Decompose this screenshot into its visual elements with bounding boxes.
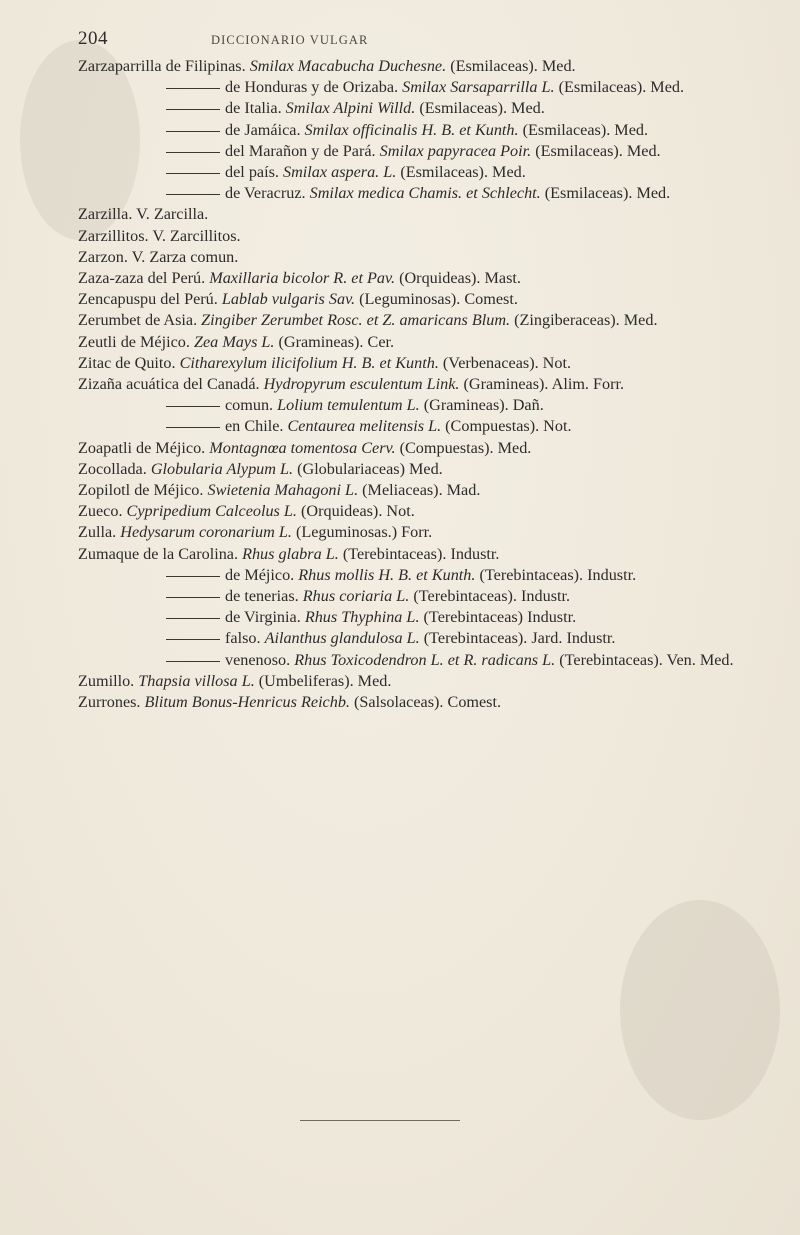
species-name: Smilax aspera. L. bbox=[283, 163, 397, 182]
entry-text: (Orquideas). Not. bbox=[296, 502, 415, 521]
entry-text: (Esmilaceas). Med. bbox=[396, 163, 526, 182]
dictionary-entry bbox=[78, 374, 738, 395]
entry-lead-rule bbox=[166, 131, 220, 132]
species-name: Smilax medica Chamis. et Schlecht. bbox=[309, 184, 541, 203]
footer-rule bbox=[300, 1120, 460, 1121]
entry-text: en Chile. bbox=[225, 417, 288, 436]
entry-text: comun. bbox=[225, 396, 278, 415]
dictionary-entry bbox=[78, 628, 738, 649]
species-name: Zingiber Zerumbet Rosc. et Z. amaricans Blum. bbox=[201, 311, 511, 330]
dictionary-entry bbox=[78, 98, 738, 119]
entry-text: Zizaña acuática del Canadá. bbox=[78, 375, 264, 394]
entry-text: Zopilotl de Méjico. bbox=[78, 481, 208, 500]
dictionary-entry bbox=[78, 204, 738, 225]
entry-text: Zencapuspu del Perú. bbox=[78, 290, 222, 309]
dictionary-entry bbox=[78, 268, 738, 289]
dictionary-entry bbox=[78, 332, 738, 353]
entry-text: del Marañon y de Pará. bbox=[225, 141, 380, 160]
species-name: Maxillaria bicolor R. et Pav. bbox=[209, 269, 396, 288]
dictionary-entry bbox=[78, 310, 738, 331]
entry-lead-rule bbox=[166, 597, 220, 598]
entry-text: (Leguminosas.) Forr. bbox=[291, 523, 433, 542]
entry-text: (Leguminosas). Comest. bbox=[355, 290, 518, 309]
entry-text: (Salsolaceas). Comest. bbox=[349, 693, 502, 712]
species-name: Lablab vulgaris Sav. bbox=[221, 290, 356, 309]
entry-text: Zumillo. bbox=[78, 671, 139, 690]
species-name: Rhus glabra L. bbox=[242, 544, 339, 563]
entry-text: falso. bbox=[225, 629, 265, 648]
dictionary-entry bbox=[78, 226, 738, 247]
dictionary-entry bbox=[78, 480, 738, 501]
entry-text: (Esmilaceas). Med. bbox=[531, 141, 661, 160]
dictionary-entry bbox=[78, 671, 738, 692]
dictionary-entry bbox=[78, 183, 738, 204]
species-name: Zea Mays L. bbox=[193, 332, 275, 351]
entry-lead-rule bbox=[166, 576, 220, 577]
species-name: Centaurea melitensis L. bbox=[287, 417, 442, 436]
species-name: Globularia Alypum L. bbox=[150, 459, 294, 478]
species-name: Smilax Macabucha Duchesne. bbox=[249, 57, 447, 75]
dictionary-entry bbox=[78, 56, 738, 77]
entry-text: de Jamáica. bbox=[225, 120, 305, 139]
entry-text: Zaza-zaza del Perú. bbox=[78, 269, 210, 288]
entry-text: de Italia. bbox=[225, 99, 286, 118]
entry-text: de Virginia. bbox=[225, 608, 305, 627]
entry-text: Zurrones. bbox=[78, 693, 145, 712]
entry-lead-rule bbox=[166, 109, 220, 110]
entry-lead-rule bbox=[166, 661, 220, 662]
dictionary-entry bbox=[78, 162, 738, 183]
entry-text: (Orquideas). Mast. bbox=[395, 269, 521, 288]
species-name: Swietenia Mahagoni L. bbox=[207, 481, 359, 500]
dictionary-entry bbox=[78, 459, 738, 480]
entry-text: (Esmilaceas). Med. bbox=[518, 120, 649, 139]
species-name: Cypripedium Calceolus L. bbox=[126, 502, 297, 521]
entry-lead-rule bbox=[166, 427, 220, 428]
entry-text: de Méjico. bbox=[225, 565, 299, 584]
entry-text: venenoso. bbox=[225, 650, 295, 669]
dictionary-entry bbox=[78, 353, 738, 374]
entry-text: (Terebintaceas). Industr. bbox=[338, 544, 500, 563]
entry-text: Zarzon. V. Zarza comun. bbox=[78, 247, 239, 266]
entry-text: Zitac de Quito. bbox=[78, 353, 180, 372]
dictionary-entry bbox=[78, 416, 738, 437]
species-name: Smilax Sarsaparrilla L. bbox=[402, 78, 555, 97]
page-header bbox=[78, 28, 738, 52]
entry-lead-rule bbox=[166, 88, 220, 89]
paper-stain bbox=[620, 900, 780, 1120]
species-name: Hydropyrum esculentum Link. bbox=[263, 375, 460, 394]
entry-lead-rule bbox=[166, 618, 220, 619]
entry-lead-rule bbox=[166, 194, 220, 195]
species-name: Rhus mollis H. B. et Kunth. bbox=[298, 565, 476, 584]
page-content bbox=[78, 28, 738, 713]
dictionary-entry bbox=[78, 77, 738, 98]
dictionary-entry bbox=[78, 692, 738, 713]
species-name: Rhus coriaria L. bbox=[302, 587, 410, 606]
entry-list bbox=[78, 56, 738, 713]
species-name: Hedysarum coronarium L. bbox=[120, 523, 292, 542]
entry-lead-rule bbox=[166, 152, 220, 153]
entry-text: (Compuestas). Med. bbox=[395, 438, 532, 457]
species-name: Rhus Thyphina L. bbox=[304, 608, 420, 627]
species-name: Ailanthus glandulosa L. bbox=[264, 629, 420, 648]
dictionary-entry bbox=[78, 289, 738, 310]
species-name: Smilax officinalis H. B. et Kunth. bbox=[304, 120, 519, 139]
dictionary-entry bbox=[78, 501, 738, 522]
species-name: Rhus Toxicodendron L. et R. radicans L. bbox=[294, 650, 556, 669]
species-name: Smilax papyracea Poir. bbox=[379, 141, 532, 160]
entry-text: de Veracruz. bbox=[225, 184, 310, 203]
dictionary-entry bbox=[78, 544, 738, 565]
dictionary-entry bbox=[78, 141, 738, 162]
entry-text: (Terebintaceas). Ven. Med. bbox=[555, 650, 734, 669]
entry-text: (Esmilaceas). Med. bbox=[554, 78, 685, 97]
entry-text: (Meliaceas). Mad. bbox=[358, 481, 481, 500]
entry-text: Zarzillitos. V. Zarcillitos. bbox=[78, 226, 241, 245]
entry-text: (Terebintaceas). Jard. Industr. bbox=[419, 629, 616, 648]
dictionary-entry bbox=[78, 650, 738, 671]
dictionary-entry bbox=[78, 607, 738, 628]
species-name: Smilax Alpini Willd. bbox=[285, 99, 416, 118]
species-name: Montagnœa tomentosa Cerv. bbox=[209, 438, 396, 457]
species-name: Citharexylum ilicifolium H. B. et Kunth. bbox=[179, 353, 439, 372]
entry-text: Zocollada. bbox=[78, 459, 151, 478]
entry-text: (Terebintaceas). Industr. bbox=[409, 587, 571, 606]
entry-text: (Gramineas). Alim. Forr. bbox=[459, 375, 625, 394]
entry-text: Zarzilla. V. Zarcilla. bbox=[78, 205, 209, 224]
entry-lead-rule bbox=[166, 173, 220, 174]
entry-text: Zarzaparrilla de Filipinas. bbox=[78, 57, 250, 75]
entry-text: Zumaque de la Carolina. bbox=[78, 544, 243, 563]
species-name: Lolium temulentum L. bbox=[277, 396, 420, 415]
entry-lead-rule bbox=[166, 639, 220, 640]
entry-text: (Verbenaceas). Not. bbox=[438, 353, 572, 372]
dictionary-entry bbox=[78, 586, 738, 607]
entry-lead-rule bbox=[166, 406, 220, 407]
dictionary-entry bbox=[78, 247, 738, 268]
dictionary-entry bbox=[78, 395, 738, 416]
entry-text: (Globulariaceas) Med. bbox=[293, 459, 443, 478]
entry-text: (Esmilaceas). Med. bbox=[540, 184, 671, 203]
entry-text: (Esmilaceas). Med. bbox=[446, 57, 576, 75]
entry-text: (Terebintaceas). Industr. bbox=[475, 565, 637, 584]
dictionary-entry bbox=[78, 522, 738, 543]
entry-text: (Gramineas). Cer. bbox=[274, 332, 395, 351]
entry-text: Zeutli de Méjico. bbox=[78, 332, 194, 351]
species-name: Thapsia villosa L. bbox=[138, 671, 255, 690]
entry-text: (Compuestas). Not. bbox=[441, 417, 572, 436]
entry-text: Zueco. bbox=[78, 502, 127, 521]
entry-text: Zoapatli de Méjico. bbox=[78, 438, 210, 457]
entry-text: (Zingiberaceas). Med. bbox=[510, 311, 658, 330]
entry-text: del país. bbox=[225, 163, 283, 182]
entry-text: (Terebintaceas) Industr. bbox=[419, 608, 577, 627]
dictionary-entry bbox=[78, 565, 738, 586]
entry-text: Zulla. bbox=[78, 523, 121, 542]
entry-text: (Gramineas). Dañ. bbox=[419, 396, 544, 415]
entry-text: (Umbeliferas). Med. bbox=[254, 671, 392, 690]
entry-text: Zerumbet de Asia. bbox=[78, 311, 202, 330]
species-name: Blitum Bonus-Henricus Reichb. bbox=[144, 693, 350, 712]
dictionary-entry bbox=[78, 438, 738, 459]
entry-text: (Esmilaceas). Med. bbox=[415, 99, 545, 118]
dictionary-entry bbox=[78, 120, 738, 141]
running-head: DICCIONARIO VULGAR bbox=[211, 33, 369, 47]
entry-text: de Honduras y de Orizaba. bbox=[225, 78, 403, 97]
entry-text: de tenerias. bbox=[225, 587, 303, 606]
page-number: 204 bbox=[78, 28, 108, 49]
